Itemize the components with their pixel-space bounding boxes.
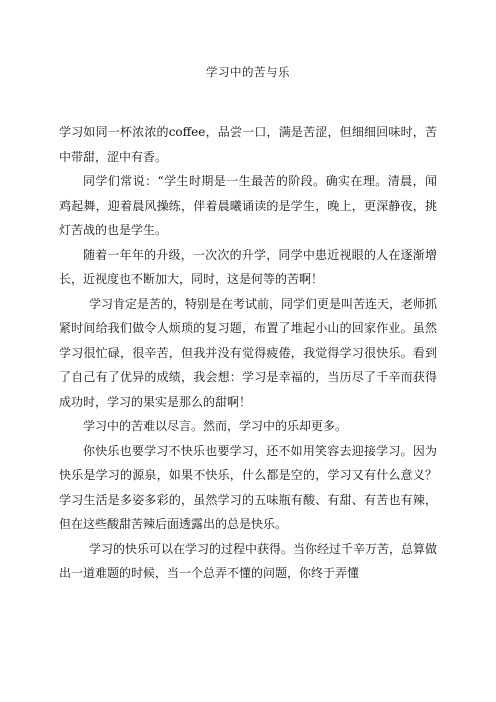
paragraph-6: 你快乐也要学习不快乐也要学习，还不如用笑容去迎接学习。因为快乐是学习的源泉，如果不快乐，什么都是空的，学习又有什么意义？学习生活是多姿多彩的，虽然学习的五味瓶有酸、有甜、有苦也有辣，但在这些酸甜苦辣后面透露出的总是快乐。 [59, 443, 437, 531]
paragraph-2: 同学们常说：“学生时期是一生最苦的阶段。确实在理。清晨，闻鸡起舞，迎着晨风操练，伴着晨曦诵读的是学生，晚上，更深静夜，挑灯苦战的也是学生。 [59, 174, 437, 237]
paragraph-1: 学习如同一杯浓浓的coffee，品尝一口，满是苦涩，但细细回味时，苦中带甜，涩中有香。 [59, 125, 437, 164]
paragraph-7: 学习的快乐可以在学习的过程中获得。当你经过千辛万苦，总算做出一道难题的时候，当一个总弄不懂的问题，你终于弄懂 [59, 541, 438, 580]
paragraph-3: 随着一年年的升级，一次次的升学，同学中患近视眼的人在逐渐增长，近视度也不断加大，同时，这是何等的苦啊！ [59, 247, 437, 286]
document-body [59, 120, 437, 586]
paragraph-5: 学习中的苦难以尽言。然而，学习中的乐却更多。 [83, 419, 348, 433]
paragraph-4: 学习肯定是苦的，特别是在考试前，同学们更是叫苦连天，老师抓紧时间给我们做令人烦琐的复习题，布置了堆起小山的回家作业。虽然学习很忙碌，很辛苦，但我并没有觉得疲倦，我觉得学习很快乐。看到了自己有了优异的成绩，我会想：学习是幸福的，当历尽了千辛而获得成功时，学习的果实是那么的甜啊！ [59, 296, 438, 409]
document-title: 学习中的苦与乐 [206, 65, 290, 79]
